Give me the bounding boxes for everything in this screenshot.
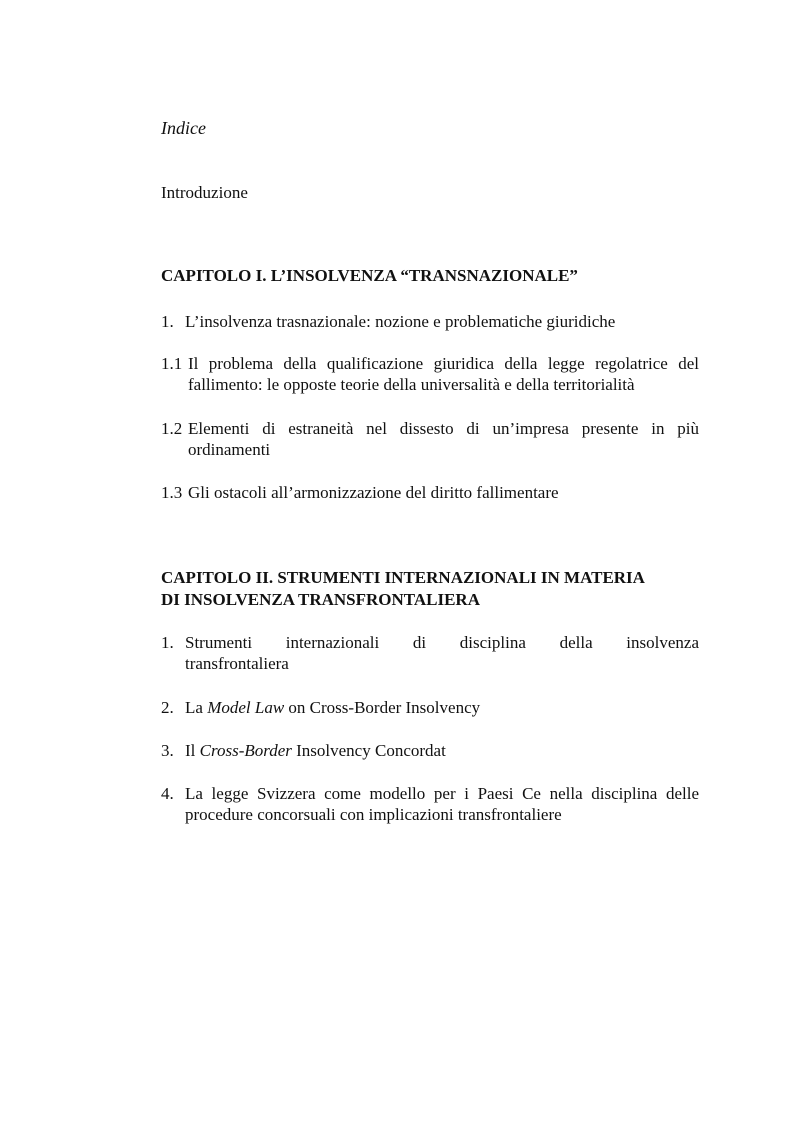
toc-entry-number: 4.	[161, 784, 174, 803]
toc-entry-2-1	[161, 632, 699, 674]
toc-entry-text-pre: Il	[185, 741, 200, 760]
toc-entry-number: 1.3	[161, 483, 183, 502]
toc-entry-text-emphasis: Model Law	[207, 698, 285, 717]
toc-entry-text-line1: Il problema della qualificazione giuridica della legge regolatrice del	[188, 354, 699, 373]
toc-entry-text-emphasis: Cross-Border	[199, 741, 292, 760]
toc-entry-1	[161, 311, 699, 332]
toc-entry-2-4	[161, 783, 699, 825]
toc-entry-text-post: on Cross-Border Insolvency	[284, 698, 481, 717]
toc-introduction: Introduzione	[161, 183, 248, 202]
chapter-2-title-line2: DI INSOLVENZA TRANSFRONTALIERA	[161, 590, 480, 609]
toc-entry-text: Gli ostacoli all’armonizzazione del diritto fallimentare	[188, 483, 559, 502]
toc-entry-1-2	[161, 418, 699, 460]
toc-entry-number: 1.2	[161, 419, 183, 438]
toc-entry-text-line2: transfrontaliera	[185, 654, 289, 673]
toc-entry-text: L’insolvenza trasnazionale: nozione e problematiche giuridiche	[185, 312, 616, 331]
toc-entry-1-1	[161, 353, 699, 395]
toc-entry-text-line2: procedure concorsuali con implicazioni transfrontaliere	[185, 805, 562, 824]
toc-entry-number: 2.	[161, 698, 174, 717]
toc-entry-text-line1: La legge Svizzera come modello per i Paesi Ce nella disciplina delle	[185, 784, 699, 803]
chapter-1-title: CAPITOLO I. L’INSOLVENZA “TRANSNAZIONALE”	[161, 266, 578, 285]
toc-entry-text-line1: Strumenti internazionali di disciplina della insolvenza	[185, 633, 699, 652]
chapter-2-title	[161, 567, 699, 611]
toc-entry-text-line1: Elementi di estraneità nel dissesto di un’impresa presente in più	[188, 419, 699, 438]
toc-entry-1-3	[161, 482, 699, 503]
toc-entry-number: 1.	[161, 633, 174, 652]
toc-entry-text-line2: fallimento: le opposte teorie della universalità e della territorialità	[188, 375, 635, 394]
toc-entry-number: 1.	[161, 312, 174, 331]
toc-entry-text-post: Insolvency Concordat	[291, 741, 446, 760]
toc-entry-number: 3.	[161, 741, 174, 760]
toc-entry-2-2	[161, 697, 699, 718]
chapter-2-title-line1: CAPITOLO II. STRUMENTI INTERNAZIONALI IN MATERIA	[161, 568, 645, 587]
toc-entry-number: 1.1	[161, 354, 183, 373]
toc-entry-text-pre: La	[185, 698, 208, 717]
toc-entry-text-line2: ordinamenti	[188, 440, 271, 459]
toc-entry-2-3	[161, 740, 699, 761]
index-heading: Indice	[161, 118, 206, 138]
